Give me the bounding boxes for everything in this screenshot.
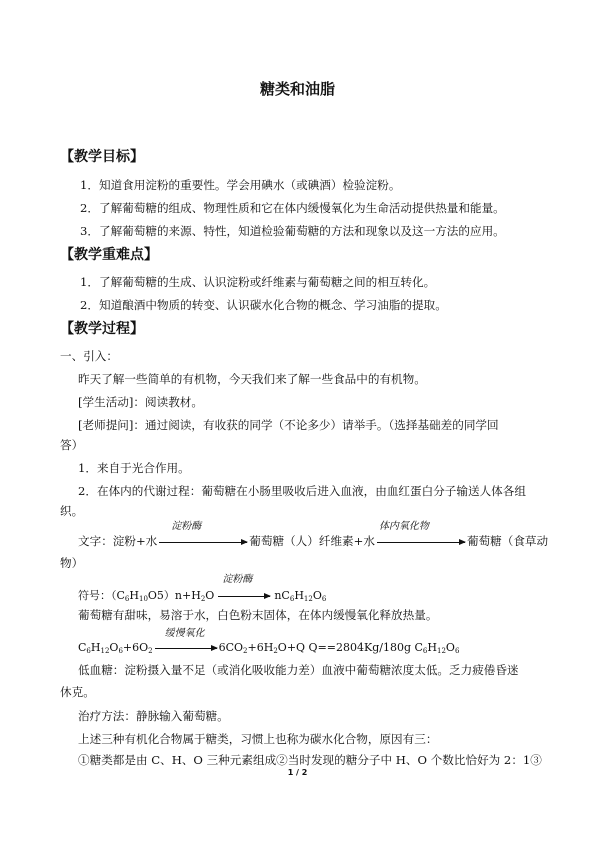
carbohydrate-intro: 上述三种有机化合物属于糖类，习惯上也称为碳水化合物，原因有三： — [78, 732, 438, 746]
word-eq-products: 葡萄糖（食草动 — [466, 534, 549, 548]
heading-key-points: 【教学重难点】 — [60, 247, 158, 263]
symbol-eq-arrow-label: 淀粉酶 — [222, 574, 253, 585]
key-point-item-2: 2．知道酿酒中物质的转变、认识碳水化合物的概念、学习油脂的提取。 — [80, 298, 447, 312]
page-title: 糖类和油脂 — [259, 80, 335, 98]
point-metabolism-cont: 织。 — [60, 504, 84, 518]
goal-item-3: 3．了解葡萄糖的来源、特性，知道检验葡萄糖的方法和现象以及这一方法的应用。 — [80, 224, 505, 238]
teacher-question-cont: 答） — [60, 438, 84, 452]
word-eq-arrow-2-label: 体内氧化物 — [378, 521, 429, 532]
word-eq-arrow-1 — [157, 521, 249, 549]
symbol-eq-arrow — [214, 574, 274, 604]
carbohydrate-reasons: ①糖类都是由 C、H、O 三种元素组成②当时发现的糖分子中 H、O 个数比恰好为 2：1③ — [78, 753, 542, 767]
treatment: 治疗方法：静脉输入葡萄糖。 — [78, 709, 229, 723]
word-eq-reactants: 文字：淀粉+水 — [78, 534, 158, 548]
word-eq-arrow-1-label: 淀粉酶 — [171, 521, 202, 532]
oxidation-eq-arrow — [153, 628, 219, 656]
heading-process: 【教学过程】 — [60, 321, 144, 337]
oxidation-eq-reactants: $C_6H_{12}O_6+6O_2$ — [78, 641, 153, 655]
hypoglycemia-cont: 休克。 — [60, 685, 95, 699]
glucose-properties: 葡萄糖有甜味，易溶于水，白色粉末固体，在体内缓慢氧化释放热量。 — [78, 608, 438, 622]
word-eq-middle: 葡萄糖（人）纤维素+水 — [249, 534, 375, 548]
arrow-icon — [155, 648, 217, 649]
arrow-icon — [159, 542, 247, 543]
symbol-eq-prefix: 符号： — [78, 589, 111, 602]
oxidation-eq-heat: Q==2804Kg/180g — [308, 641, 411, 654]
word-equation-cont: 物） — [60, 556, 84, 570]
point-metabolism: 2．在体内的代谢过程：葡萄糖在小肠里吸收后进入血液，由血红蛋白分子输送人体各组 — [78, 484, 526, 498]
oxidation-eq-formula: $C_6H_{12}O_6$ — [411, 641, 460, 655]
word-equation — [78, 521, 549, 549]
symbol-eq-reactants: $(C_6H_{10}O5)n+H_2O$ — [111, 589, 215, 603]
oxidation-equation — [78, 628, 460, 656]
paragraph-1: 昨天了解一些简单的有机物，今天我们来了解一些食品中的有机物。 — [78, 372, 426, 386]
heading-goals: 【教学目标】 — [60, 149, 144, 165]
arrow-icon — [218, 596, 270, 597]
goal-item-1: 1．知道食用淀粉的重要性。学会用碘水（或碘酒）检验淀粉。 — [80, 178, 401, 192]
student-activity: [学生活动]：阅读教材。 — [78, 395, 203, 409]
arrow-icon — [377, 542, 465, 543]
key-point-item-1: 1．了解葡萄糖的生成、认识淀粉或纤维素与葡萄糖之间的相互转化。 — [80, 275, 436, 289]
hypoglycemia: 低血糖：淀粉摄入量不足（或消化吸收能力差）血液中葡萄糖浓度太低。乏力疲倦昏迷 — [78, 663, 519, 677]
word-eq-arrow-2 — [375, 521, 467, 549]
oxidation-eq-products: $6CO_2+6H_2O+Q$ — [218, 641, 309, 655]
intro-label: 一、引入： — [60, 349, 118, 363]
point-photosynthesis: 1．来自于光合作用。 — [78, 461, 190, 475]
page-number: 1 / 2 — [287, 768, 308, 777]
symbol-eq-products: $nC_6H_{12}O_6$ — [274, 589, 327, 603]
symbol-equation — [78, 574, 327, 604]
teacher-question: [老师提问]：通过阅读，有收获的同学（不论多少）请举手。（选择基础差的同学回 — [78, 418, 499, 432]
oxidation-eq-arrow-label: 缓慢氧化 — [164, 628, 205, 639]
goal-item-2: 2．了解葡萄糖的组成、物理性质和它在体内缓慢氧化为生命活动提供热量和能量。 — [80, 201, 505, 215]
